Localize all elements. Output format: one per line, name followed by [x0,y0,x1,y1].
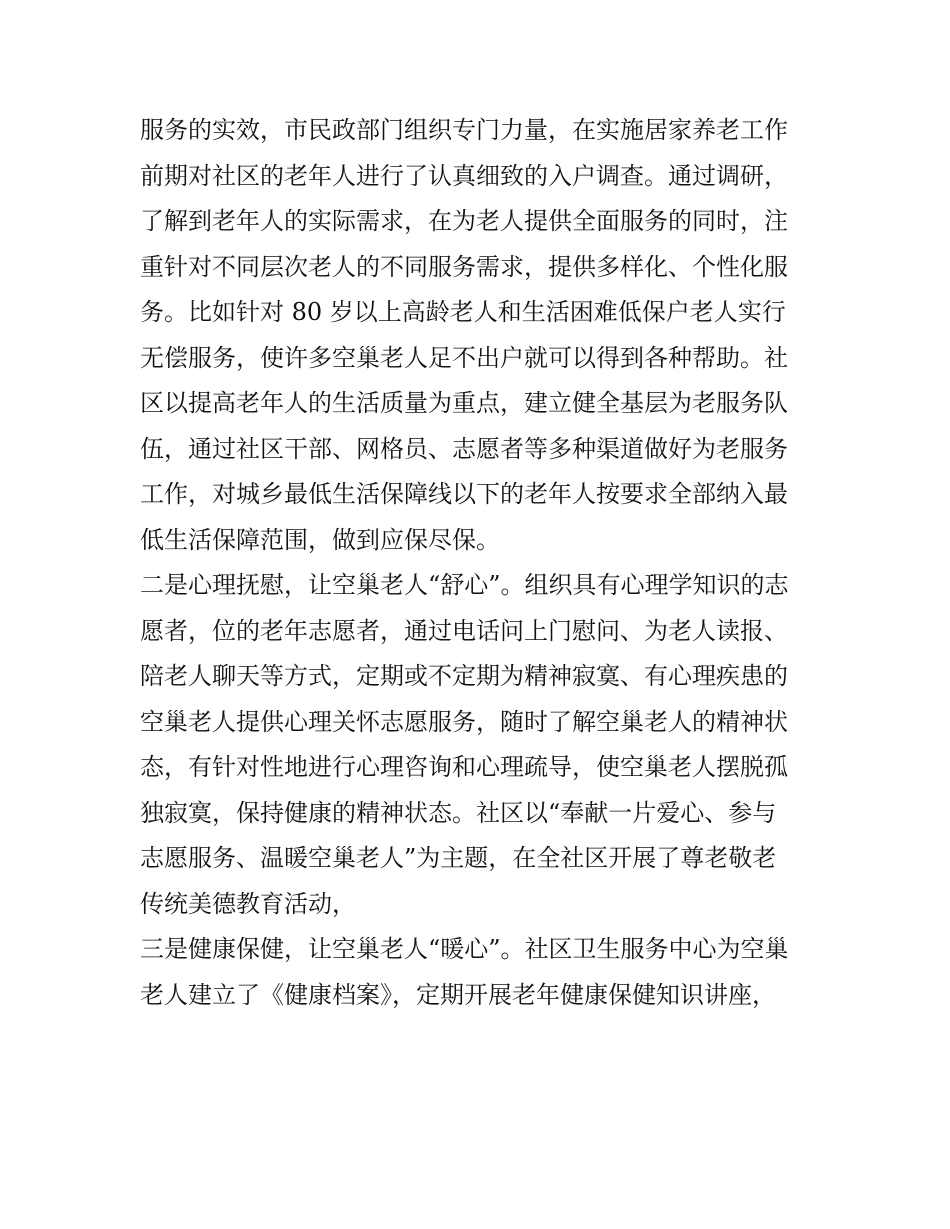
text-line: 独寂寞，保持健康的精神状态。社区以“奉献一片爱心、参与 [140,798,777,827]
text-line: 老人建立了《健康档案》，定期开展老年健康保健知识讲座， [140,980,776,1009]
text-line: 无偿服务，使许多空巢老人足不出户就可以得到各种帮助。社 [140,343,788,372]
text-line: 空巢老人提供心理关怀志愿服务，随时了解空巢老人的精神状 [140,707,788,736]
text-line: 志愿服务、温暖空巢老人”为主题，在全社区开展了尊老敬老 [140,844,777,872]
text-line: 务。比如针对 80 岁以上高龄老人和生活困难低保户老人实行 [140,298,786,326]
text-line: 愿者，位的老年志愿者，通过电话问上门慰问、为老人读报、 [140,616,788,645]
text-line: 区以提高老年人的生活质量为重点，建立健全基层为老服务队 [140,389,788,417]
text-line: 了解到老年人的实际需求，在为老人提供全面服务的同时，注 [140,207,788,235]
text-line: 态，有针对性地进行心理咨询和心理疏导，使空巢老人摆脱孤 [140,753,788,781]
text-line: 陪老人聊天等方式，定期或不定期为精神寂寞、有心理疾患的 [140,662,788,690]
text-line: 工作，对城乡最低生活保障线以下的老年人按要求全部纳入最 [140,480,788,508]
text-line: 重针对不同层次老人的不同服务需求，提供多样化、个性化服 [140,252,788,281]
paragraph-heading-line: 二是心理抚慰，让空巢老人“舒心”。组织具有心理学知识的志 [140,571,789,599]
body-text [140,108,830,1018]
paragraph-heading-line: 三是健康保健，让空巢老人“暖心”。社区卫生服务中心为空巢 [140,935,789,963]
text-line: 伍，通过社区干部、网格员、志愿者等多种渠道做好为老服务 [140,434,788,463]
text-line: 传统美德教育活动， [140,889,356,918]
text-line: 前期对社区的老年人进行了认真细致的入户调查。通过调研， [140,161,788,190]
text-line: 低生活保障范围，做到应保尽保。 [140,525,500,554]
text-line: 服务的实效，市民政部门组织专门力量，在实施居家养老工作 [140,116,788,144]
